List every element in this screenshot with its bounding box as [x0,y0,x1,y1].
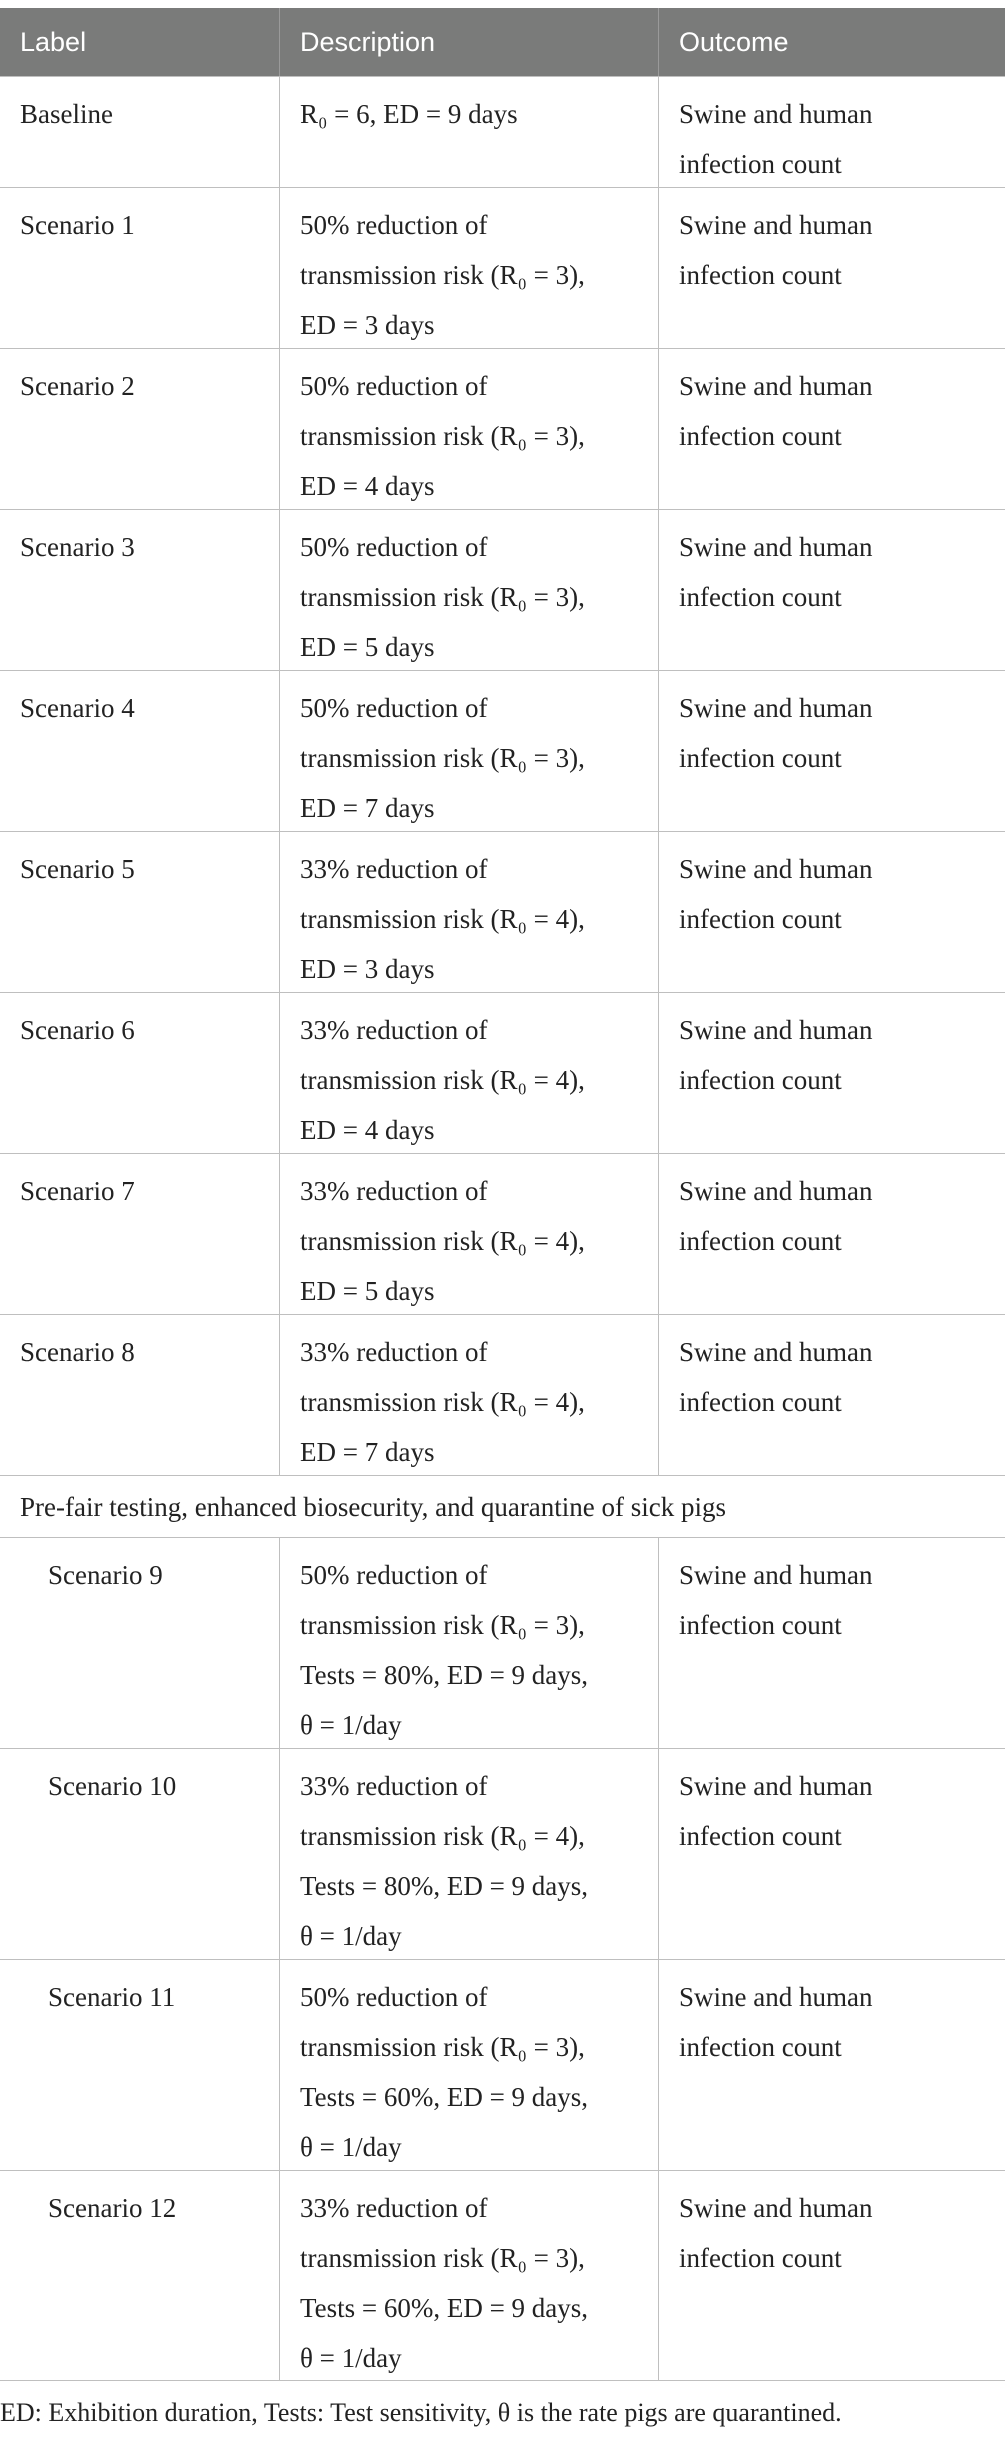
description-line: transmission risk (R₀ = 3), [300,582,585,612]
description-line: ED = 7 days [300,1437,435,1467]
row-description [280,188,659,348]
row-description [280,832,659,992]
description-line: 33% reduction of [300,1771,488,1801]
description-line: transmission risk (R₀ = 4), [300,1226,585,1256]
row-description [280,510,659,670]
description-line: Tests = 80%, ED = 9 days, [300,1660,589,1690]
header-description: Description [280,8,659,76]
row-description [280,1154,659,1314]
description-line: 33% reduction of [300,1337,488,1367]
table-row [0,2170,1005,2381]
row-outcome [659,2171,1005,2380]
table-row [0,831,1005,992]
row-description [280,1960,659,2170]
description-line: θ = 1/day [300,1921,402,1951]
row-label: Scenario 11 [0,1960,280,2170]
row-description [280,1538,659,1748]
row-description [280,671,659,831]
scenario-table [0,8,1005,2381]
row-description [280,2171,659,2380]
description-line: θ = 1/day [300,2132,402,2162]
outcome-line: infection count [679,1226,842,1256]
table-row [0,1537,1005,1748]
row-outcome [659,832,1005,992]
row-label: Scenario 4 [0,671,280,831]
row-outcome [659,188,1005,348]
description-line: ED = 7 days [300,793,435,823]
row-outcome [659,1538,1005,1748]
description-line: R₀ = 6, ED = 9 days [300,99,518,129]
row-outcome [659,993,1005,1153]
description-line: θ = 1/day [300,1710,402,1740]
description-line: transmission risk (R₀ = 3), [300,260,585,290]
table-row [0,1959,1005,2170]
row-outcome [659,510,1005,670]
description-line: 33% reduction of [300,2193,488,2223]
outcome-line: Swine and human [679,1015,873,1045]
table-header-row [0,8,1005,76]
outcome-line: Swine and human [679,1982,873,2012]
description-line: transmission risk (R₀ = 3), [300,2032,585,2062]
description-line: Tests = 60%, ED = 9 days, [300,2293,589,2323]
row-outcome [659,349,1005,509]
table-row [0,509,1005,670]
row-description [280,993,659,1153]
outcome-line: Swine and human [679,371,873,401]
row-label: Scenario 12 [0,2171,280,2380]
row-outcome [659,671,1005,831]
row-label: Scenario 9 [0,1538,280,1748]
row-outcome [659,1154,1005,1314]
description-line: transmission risk (R₀ = 3), [300,2243,585,2273]
outcome-line: Swine and human [679,1771,873,1801]
description-line: transmission risk (R₀ = 3), [300,1610,585,1640]
row-label: Scenario 8 [0,1315,280,1475]
row-outcome [659,77,1005,187]
outcome-line: Swine and human [679,854,873,884]
header-outcome: Outcome [679,27,789,57]
description-line: 50% reduction of [300,1982,488,2012]
description-line: θ = 1/day [300,2343,402,2373]
row-label: Scenario 2 [0,349,280,509]
outcome-line: infection count [679,1821,842,1851]
description-line: 50% reduction of [300,532,488,562]
description-line: 33% reduction of [300,1015,488,1045]
description-line: ED = 4 days [300,471,435,501]
row-description [280,1315,659,1475]
row-outcome [659,1315,1005,1475]
description-line: transmission risk (R₀ = 4), [300,904,585,934]
row-label: Scenario 5 [0,832,280,992]
row-label: Scenario 3 [0,510,280,670]
description-line: ED = 5 days [300,1276,435,1306]
table-row [0,1748,1005,1959]
outcome-line: Swine and human [679,693,873,723]
outcome-line: infection count [679,1065,842,1095]
table-row [0,670,1005,831]
outcome-line: Swine and human [679,1176,873,1206]
row-label: Scenario 6 [0,993,280,1153]
header-label: Label [0,8,280,76]
description-line: 50% reduction of [300,371,488,401]
table-row [0,76,1005,187]
outcome-line: Swine and human [679,1560,873,1590]
description-line: Tests = 80%, ED = 9 days, [300,1871,589,1901]
outcome-line: infection count [679,2243,842,2273]
row-label: Baseline [0,77,280,187]
description-line: ED = 5 days [300,632,435,662]
description-line: 50% reduction of [300,693,488,723]
outcome-line: infection count [679,904,842,934]
description-line: Tests = 60%, ED = 9 days, [300,2082,589,2112]
outcome-line: Swine and human [679,99,873,129]
row-outcome [659,1749,1005,1959]
table-row [0,187,1005,348]
table-footnote: ED: Exhibition duration, Tests: Test sensitivity, θ is the rate pigs are quarantined. [0,2398,842,2427]
section-heading-row [0,1475,1005,1537]
section-heading: Pre-fair testing, enhanced biosecurity, and quarantine of sick pigs [20,1492,727,1522]
outcome-line: Swine and human [679,210,873,240]
description-line: 50% reduction of [300,1560,488,1590]
outcome-line: infection count [679,2032,842,2062]
description-line: 50% reduction of [300,210,488,240]
description-line: transmission risk (R₀ = 3), [300,421,585,451]
row-description [280,1749,659,1959]
outcome-line: infection count [679,743,842,773]
description-line: transmission risk (R₀ = 3), [300,743,585,773]
description-line: ED = 3 days [300,954,435,984]
description-line: transmission risk (R₀ = 4), [300,1821,585,1851]
row-label: Scenario 10 [0,1749,280,1959]
row-description [280,77,659,187]
outcome-line: infection count [679,1610,842,1640]
outcome-line: infection count [679,260,842,290]
table-row [0,1314,1005,1475]
outcome-line: Swine and human [679,532,873,562]
description-line: transmission risk (R₀ = 4), [300,1065,585,1095]
outcome-line: infection count [679,582,842,612]
description-line: transmission risk (R₀ = 4), [300,1387,585,1417]
outcome-line: Swine and human [679,2193,873,2223]
row-label: Scenario 7 [0,1154,280,1314]
outcome-line: Swine and human [679,1337,873,1367]
outcome-line: infection count [679,1387,842,1417]
row-description [280,349,659,509]
table-row [0,1153,1005,1314]
description-line: ED = 4 days [300,1115,435,1145]
table-row [0,348,1005,509]
table-row [0,992,1005,1153]
row-label: Scenario 1 [0,188,280,348]
outcome-line: infection count [679,421,842,451]
row-outcome [659,1960,1005,2170]
description-line: ED = 3 days [300,310,435,340]
outcome-line: infection count [679,149,842,179]
description-line: 33% reduction of [300,854,488,884]
description-line: 33% reduction of [300,1176,488,1206]
